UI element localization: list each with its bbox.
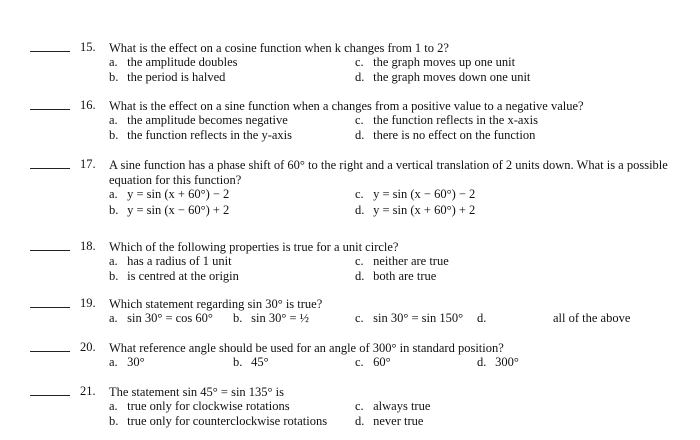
answer-blank[interactable]: [30, 307, 70, 308]
choice-b: b. is centred at the origin: [109, 269, 239, 283]
question-text: What reference angle should be used for an angle of 300° in standard position?: [109, 341, 504, 355]
choice-d: d. 300°: [477, 355, 519, 369]
choice-d: d. both are true: [355, 269, 437, 283]
choice-d: d. y = sin (x + 60°) + 2: [355, 203, 476, 217]
choice-a: a. true only for clockwise rotations: [109, 399, 290, 413]
choice-d: d. never true: [355, 414, 424, 428]
choice-d: d. there is no effect on the function: [355, 128, 536, 142]
choice-d: d.: [477, 311, 487, 325]
answer-blank[interactable]: [30, 250, 70, 251]
question-number: 21.: [80, 384, 96, 398]
question-number: 20.: [80, 340, 96, 354]
choice-b: b. the function reflects in the y-axis: [109, 128, 292, 142]
answer-blank[interactable]: [30, 109, 70, 110]
question-number: 17.: [80, 157, 96, 171]
choice-a: a. 30°: [109, 355, 145, 369]
question-number: 15.: [80, 40, 96, 54]
answer-blank[interactable]: [30, 168, 70, 169]
choice-b: b. the period is halved: [109, 70, 226, 84]
question-number: 19.: [80, 296, 96, 310]
question-text: What is the effect on a cosine function when k changes from 1 to 2?: [109, 41, 449, 55]
choice-a: a. y = sin (x + 60°) − 2: [109, 187, 230, 201]
choice-a: a. has a radius of 1 unit: [109, 254, 232, 268]
question-number: 18.: [80, 239, 96, 253]
choice-c: c. the graph moves up one unit: [355, 55, 516, 69]
choice-c: c. the function reflects in the x-axis: [355, 113, 538, 127]
choice-c: c. 60°: [355, 355, 391, 369]
answer-blank[interactable]: [30, 351, 70, 352]
choice-b: b. sin 30° = ½: [233, 311, 310, 325]
choice-a: a. the amplitude becomes negative: [109, 113, 288, 127]
answer-blank[interactable]: [30, 51, 70, 52]
answer-blank[interactable]: [30, 395, 70, 396]
choice-d-text: all of the above: [553, 311, 631, 325]
question-text: What is the effect on a sine function when a changes from a positive value to a negative value?: [109, 99, 584, 113]
question-number: 16.: [80, 98, 96, 112]
choice-c: c. neither are true: [355, 254, 449, 268]
choice-c: c. sin 30° = sin 150°: [355, 311, 464, 325]
choice-c: c. always true: [355, 399, 431, 413]
choice-b: b. 45°: [233, 355, 269, 369]
question-text-line-1: A sine function has a phase shift of 60° to the right and a vertical translation of 2 units down. What is a possible: [109, 158, 668, 172]
choice-d: d. the graph moves down one unit: [355, 70, 531, 84]
choice-b: b. y = sin (x − 60°) + 2: [109, 203, 230, 217]
choice-a: a. the amplitude doubles: [109, 55, 238, 69]
question-text: The statement sin 45° = sin 135° is: [109, 385, 285, 399]
choice-b: b. true only for counterclockwise rotations: [109, 414, 328, 428]
question-text-line-2: equation for this function?: [109, 173, 242, 187]
question-text: Which of the following properties is true for a unit circle?: [109, 240, 399, 254]
question-text: Which statement regarding sin 30° is true?: [109, 297, 323, 311]
choice-a: a. sin 30° = cos 60°: [109, 311, 213, 325]
choice-c: c. y = sin (x − 60°) − 2: [355, 187, 476, 201]
